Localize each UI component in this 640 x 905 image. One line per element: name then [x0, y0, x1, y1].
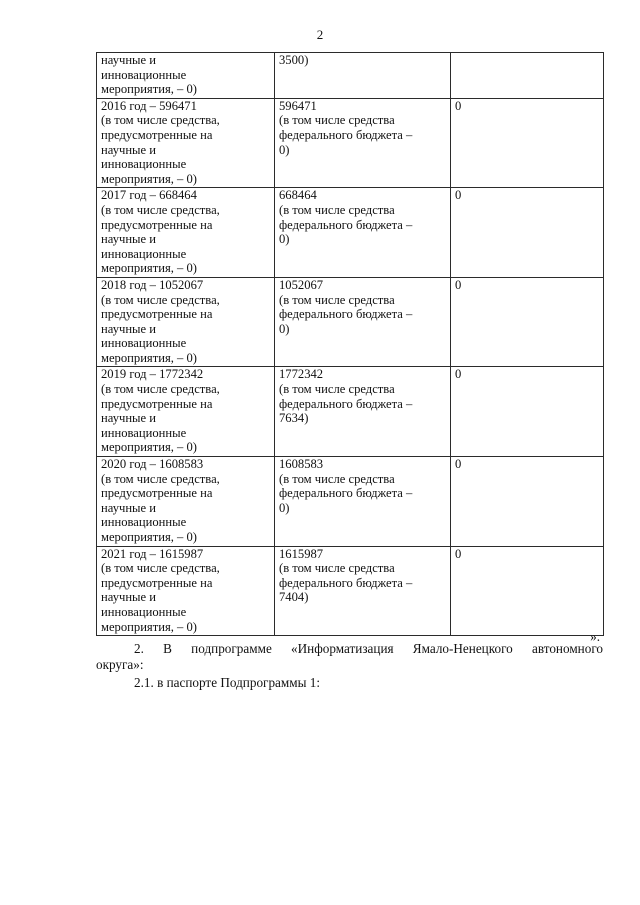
cell-text-line: 7634) — [279, 411, 309, 426]
table-cell-2 — [275, 546, 451, 636]
cell-text-line: 0) — [279, 321, 290, 336]
table-cell-1 — [97, 546, 275, 636]
cell-text-line: 0 — [455, 457, 462, 472]
cell-text-line: 596471 — [279, 98, 317, 113]
cell-text-line: 7404) — [279, 590, 309, 605]
cell-text-line: (в том числе средства — [279, 202, 395, 217]
table-row — [97, 457, 604, 547]
cell-text-line: (в том числе средства — [279, 471, 395, 486]
cell-text-line: предусмотренные на — [101, 396, 213, 411]
cell-text-line: (в том числе средства, — [101, 561, 220, 576]
cell-text-line: 668464 — [279, 188, 317, 203]
closing-quote: ». — [590, 629, 600, 644]
table-cell-2 — [275, 53, 451, 99]
table-cell-3 — [451, 277, 604, 367]
cell-text-line: 0 — [455, 98, 462, 113]
cell-text-line: федерального бюджета – — [279, 486, 413, 501]
cell-text-line: 1052067 — [279, 277, 324, 292]
budget-table — [96, 52, 604, 636]
cell-text-line: инновационные — [101, 157, 187, 172]
paragraph-item-2-continuation: округа»: — [96, 657, 144, 672]
cell-text-line: 0 — [455, 277, 462, 292]
cell-text-line: федерального бюджета – — [279, 396, 413, 411]
page-number: 2 — [316, 27, 324, 42]
cell-text-line: (в том числе средства — [279, 113, 395, 128]
cell-text-line: мероприятия, – 0) — [101, 261, 197, 276]
table-row — [97, 98, 604, 188]
table-cell-3 — [451, 98, 604, 188]
cell-text-line: инновационные — [101, 336, 187, 351]
cell-text-line: мероприятия, – 0) — [101, 82, 197, 97]
table-cell-1 — [97, 53, 275, 99]
table-cell-3 — [451, 457, 604, 547]
cell-text-line: научные и — [101, 321, 156, 336]
cell-text-line: предусмотренные на — [101, 217, 213, 232]
cell-text-line: федерального бюджета – — [279, 217, 413, 232]
table-cell-2 — [275, 277, 451, 367]
cell-text-line: 2016 год – 596471 — [101, 98, 197, 113]
cell-text-line: научные и — [101, 142, 156, 157]
cell-text-line: 2019 год – 1772342 — [101, 367, 204, 382]
cell-text-line: предусмотренные на — [101, 307, 213, 322]
cell-text-line: 0) — [279, 142, 290, 157]
table-cell-3 — [451, 188, 604, 278]
cell-text-line: федерального бюджета – — [279, 307, 413, 322]
table-cell-1 — [97, 277, 275, 367]
cell-text-line: научные и — [101, 53, 156, 67]
cell-text-line: предусмотренные на — [101, 575, 213, 590]
cell-text-line: мероприятия, – 0) — [101, 530, 197, 544]
table-cell-1 — [97, 457, 275, 547]
cell-text-line: 2017 год – 668464 — [101, 188, 197, 203]
cell-text-line: (в том числе средства — [279, 292, 395, 307]
table-cell-2 — [275, 367, 451, 457]
budget-table-body — [97, 53, 604, 636]
cell-text-line: федерального бюджета – — [279, 575, 413, 590]
cell-text-line: (в том числе средства, — [101, 202, 220, 217]
table-cell-2 — [275, 98, 451, 188]
cell-text-line: научные и — [101, 411, 156, 426]
cell-text-line: 3500) — [279, 53, 309, 67]
table-cell-1 — [97, 98, 275, 188]
cell-text-line: 1772342 — [279, 367, 324, 382]
cell-text-line: 0) — [279, 500, 290, 515]
table-row — [97, 53, 604, 99]
cell-text-line: (в том числе средства — [279, 561, 395, 576]
cell-text-line: (в том числе средства, — [101, 113, 220, 128]
table-row — [97, 546, 604, 636]
cell-text-line: научные и — [101, 500, 156, 515]
cell-text-line: мероприятия, – 0) — [101, 171, 197, 186]
cell-text-line: (в том числе средства, — [101, 471, 220, 486]
cell-text-line: 1615987 — [279, 546, 324, 561]
cell-text-line: (в том числе средства — [279, 382, 395, 397]
cell-text-line: (в том числе средства, — [101, 382, 220, 397]
cell-text-line: инновационные — [101, 67, 187, 82]
paragraph-item-2-1: 2.1. в паспорте Подпрограммы 1: — [134, 675, 321, 690]
table-row — [97, 277, 604, 367]
table-cell-2 — [275, 457, 451, 547]
cell-text-line: 0) — [279, 232, 290, 247]
table-row — [97, 367, 604, 457]
cell-text-line: 2018 год – 1052067 — [101, 277, 204, 292]
cell-text-line: предусмотренные на — [101, 127, 213, 142]
table-cell-3 — [451, 546, 604, 636]
table-cell-3 — [451, 367, 604, 457]
cell-text-line: 0 — [455, 546, 462, 561]
paragraph-item-2: 2. В подпрограмме «Информатизация Ямало-Ненецкого автономного — [134, 641, 603, 656]
cell-text-line: научные и — [101, 232, 156, 247]
cell-text-line: (в том числе средства, — [101, 292, 220, 307]
table-cell-2 — [275, 188, 451, 278]
cell-text-line: мероприятия, – 0) — [101, 350, 197, 365]
cell-text-line: инновационные — [101, 515, 187, 530]
cell-text-line: 0 — [455, 367, 462, 382]
cell-text-line: мероприятия, – 0) — [101, 619, 197, 634]
table-row — [97, 188, 604, 278]
cell-text-line: 2021 год – 1615987 — [101, 546, 204, 561]
cell-text-line: 0 — [455, 188, 462, 203]
table-cell-3 — [451, 53, 604, 99]
table-cell-1 — [97, 188, 275, 278]
cell-text-line: инновационные — [101, 604, 187, 619]
cell-text-line: инновационные — [101, 246, 187, 261]
cell-text-line: предусмотренные на — [101, 486, 213, 501]
cell-text-line: 1608583 — [279, 457, 324, 472]
cell-text-line: инновационные — [101, 425, 187, 440]
cell-text-line: 2020 год – 1608583 — [101, 457, 204, 472]
cell-text-line: мероприятия, – 0) — [101, 440, 197, 455]
table-cell-1 — [97, 367, 275, 457]
cell-text-line: научные и — [101, 590, 156, 605]
cell-text-line: федерального бюджета – — [279, 127, 413, 142]
